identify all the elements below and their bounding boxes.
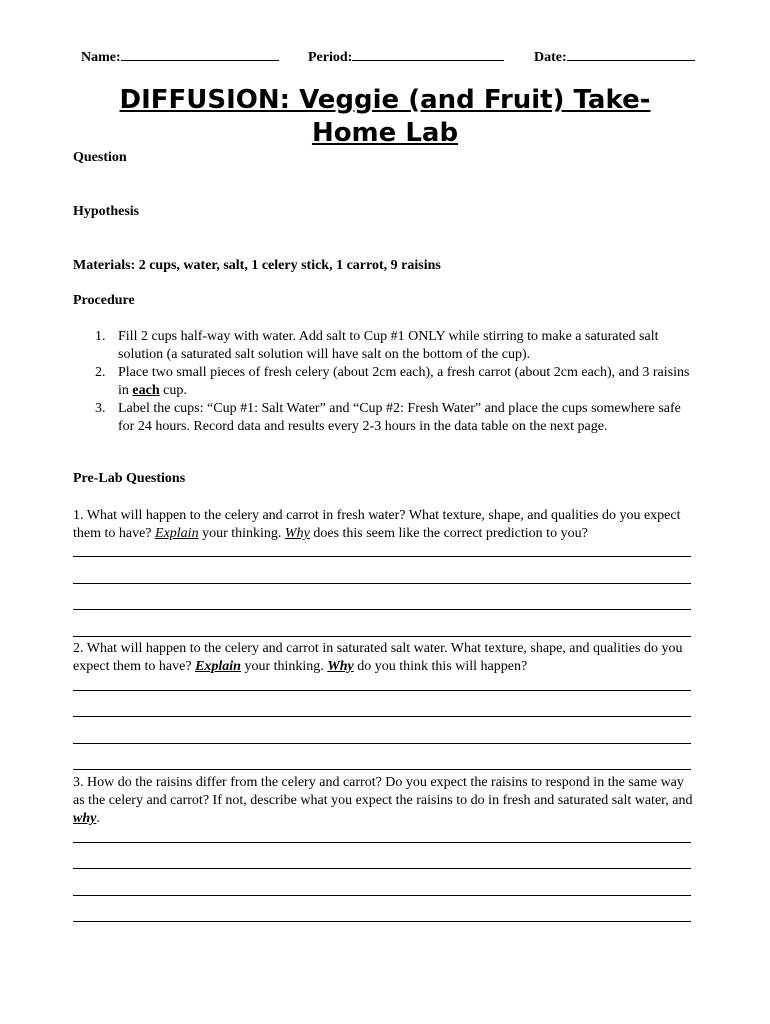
explain-emphasis: Explain: [155, 526, 199, 541]
question-3: [73, 774, 693, 828]
hypothesis-heading: Hypothesis: [73, 204, 140, 219]
answer-line[interactable]: [73, 583, 691, 584]
procedure-heading: Procedure: [73, 293, 135, 308]
answer-line[interactable]: [73, 743, 691, 744]
answer-line[interactable]: [73, 556, 691, 557]
question-text: .: [96, 811, 100, 826]
name-field[interactable]: [81, 46, 279, 66]
period-blank[interactable]: [352, 46, 504, 61]
page-title: [0, 84, 770, 150]
answer-line[interactable]: [73, 716, 691, 717]
prelab-heading: Pre-Lab Questions: [73, 471, 186, 486]
question-text: does this seem like the correct prediction to you?: [309, 526, 588, 541]
step-text: Fill 2 cups half-way with water. Add salt to Cup #1 ONLY while stirring to make a saturated salt solution (a saturated salt solution will have salt on the bottom of the cup).: [118, 329, 659, 362]
step-number: 2.: [95, 365, 106, 380]
step-number: 1.: [95, 329, 106, 344]
question-heading: Question: [73, 150, 127, 165]
date-blank[interactable]: [567, 46, 695, 61]
step-text: Label the cups: “Cup #1: Salt Water” and “Cup #2: Fresh Water” and place the cups somewhere safe for 24 hours. Record data and results every 2-3 hours in the data table on the next page.: [118, 401, 681, 434]
why-emphasis: Why: [327, 659, 354, 674]
date-label: Date:: [534, 50, 567, 65]
answer-line[interactable]: [73, 636, 691, 637]
name-blank[interactable]: [121, 46, 279, 61]
question-1: [73, 507, 693, 543]
step-number: 3.: [95, 401, 106, 416]
explain-emphasis: Explain: [195, 659, 241, 674]
answer-line[interactable]: [73, 921, 691, 922]
question-text: your thinking.: [198, 526, 285, 541]
question-2: [73, 640, 693, 676]
step-text: Place two small pieces of fresh celery (about 2cm each), a fresh carrot (about 2cm each), and 3 raisins in: [118, 365, 690, 398]
why-emphasis: why: [73, 811, 97, 826]
procedure-step: [73, 364, 693, 400]
question-text: 2. What will happen to the celery and carrot in saturated salt water. What texture, shape, and qualities do you expect them to have?: [73, 641, 683, 674]
answer-line[interactable]: [73, 868, 691, 869]
name-label: Name:: [81, 50, 121, 65]
title-line-2: Home Lab: [311, 118, 459, 148]
period-field[interactable]: [308, 46, 504, 66]
date-field[interactable]: [534, 46, 695, 66]
answer-line[interactable]: [73, 690, 691, 691]
title-line-1: DIFFUSION: Veggie (and Fruit) Take-: [119, 85, 651, 115]
answer-line[interactable]: [73, 609, 691, 610]
answer-line[interactable]: [73, 769, 691, 770]
procedure-step: [73, 400, 693, 436]
step-emphasis: each: [132, 383, 160, 398]
procedure-list: [73, 328, 693, 436]
question-text: do you think this will happen?: [353, 659, 528, 674]
period-label: Period:: [308, 50, 353, 65]
answer-line[interactable]: [73, 842, 691, 843]
procedure-step: [73, 328, 693, 364]
step-text-end: cup.: [159, 383, 187, 398]
question-text: 1. What will happen to the celery and carrot in fresh water? What texture, shape, and qualities do you expect them to have?: [73, 508, 681, 541]
answer-line[interactable]: [73, 895, 691, 896]
question-text: your thinking.: [240, 659, 328, 674]
materials-line: Materials: 2 cups, water, salt, 1 celery stick, 1 carrot, 9 raisins: [73, 258, 441, 273]
why-emphasis: Why: [284, 526, 310, 541]
question-text: 3. How do the raisins differ from the celery and carrot? Do you expect the raisins to respond in the same way as the celery and carrot? If not, describe what you expect the raisins to do in fresh and saturated salt water, and: [73, 775, 693, 808]
